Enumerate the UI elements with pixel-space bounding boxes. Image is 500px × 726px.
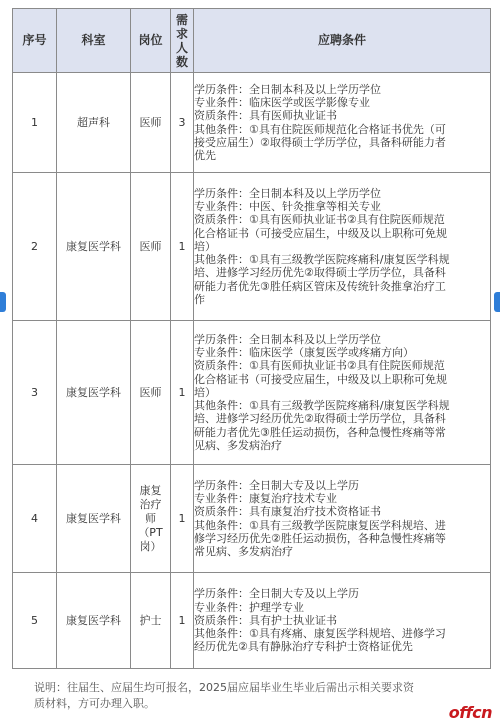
table-header-row (13, 9, 491, 73)
row-dept: 康复医学科 (57, 573, 131, 669)
footnote (34, 680, 494, 712)
row-count: 1 (171, 173, 194, 321)
recruitment-table (12, 8, 491, 669)
row-conditions: 学历条件：全日制本科及以上学历学位 专业条件：临床医学（康复医学或疼痛方向） 资质条件：①具有医师执业证书②具有住院医师规范 化合格证书（可接受应届生，中级及以上职称可免规 培） 其他条件：①具有三级教学医院疼痛科/康复医学科规 培、进修学习经历优先②取得硕士学历学位，具备科 研能力者优先③胜任运动损伤，各种急慢性疼痛等常 见病、多发病治疗 (194, 321, 491, 465)
row-no: 5 (13, 573, 57, 669)
row-conditions: 学历条件：全日制本科及以上学历学位 专业条件：临床医学或医学影像专业 资质条件：具有医师执业证书 其他条件：①具有住院医师规范化合格证书优先（可 接受应届生）②取得硕士学历学位，具备科研能力者 优先 (194, 73, 491, 173)
watermark-logo: offcn (448, 703, 492, 722)
footnote-line: 质材料，方可办理入职。 (34, 697, 155, 710)
row-position: 医师 (131, 321, 171, 465)
header-dept: 科室 (57, 9, 131, 73)
row-no: 4 (13, 465, 57, 573)
row-conditions: 学历条件：全日制本科及以上学历学位 专业条件：中医、针灸推拿等相关专业 资质条件：①具有医师执业证书②具有住院医师规范 化合格证书（可接受应届生，中级及以上职称可免规 培） 其他条件：①具有三级教学医院疼痛科/康复医学科规 培、进修学习经历优先②取得硕士学历学位，具备科 研能力者优先③胜任病区管床及传统针灸推拿治疗工 作 (194, 173, 491, 321)
table-row (13, 321, 491, 465)
row-conditions: 学历条件：全日制大专及以上学历 专业条件：康复治疗技术专业 资质条件：具有康复治疗技术资格证书 其他条件：①具有三级教学医院康复医学科规培、进 修学习经历优先②胜任运动损伤，各种急慢性疼痛等 常见病、多发病治疗 (194, 465, 491, 573)
table-row (13, 173, 491, 321)
row-dept: 康复医学科 (57, 465, 131, 573)
table-row (13, 465, 491, 573)
header-conditions: 应聘条件 (194, 9, 491, 73)
row-no: 1 (13, 73, 57, 173)
row-count: 3 (171, 73, 194, 173)
table-row (13, 73, 491, 173)
next-arrow-icon[interactable] (494, 292, 500, 312)
footnote-line: 说明：往届生、应届生均可报名，2025届应届毕业生毕业后需出示相关要求资 (34, 681, 414, 694)
header-position: 岗位 (131, 9, 171, 73)
header-count: 需 求 人 数 (171, 9, 194, 73)
prev-arrow-icon[interactable] (0, 292, 6, 312)
row-conditions: 学历条件：全日制大专及以上学历 专业条件：护理学专业 资质条件：具有护士执业证书 其他条件：①具有疼痛、康复医学科规培、进修学习 经历优先②具有静脉治疗专科护士资格证优先 (194, 573, 491, 669)
row-dept: 康复医学科 (57, 173, 131, 321)
header-no: 序号 (13, 9, 57, 73)
row-position: 医师 (131, 173, 171, 321)
row-dept: 康复医学科 (57, 321, 131, 465)
row-count: 1 (171, 573, 194, 669)
row-position: 护士 (131, 573, 171, 669)
table-row (13, 573, 491, 669)
row-no: 2 (13, 173, 57, 321)
row-position: 医师 (131, 73, 171, 173)
row-dept: 超声科 (57, 73, 131, 173)
row-position: 康复 治疗 师 （PT 岗） (131, 465, 171, 573)
row-no: 3 (13, 321, 57, 465)
row-count: 1 (171, 321, 194, 465)
row-count: 1 (171, 465, 194, 573)
